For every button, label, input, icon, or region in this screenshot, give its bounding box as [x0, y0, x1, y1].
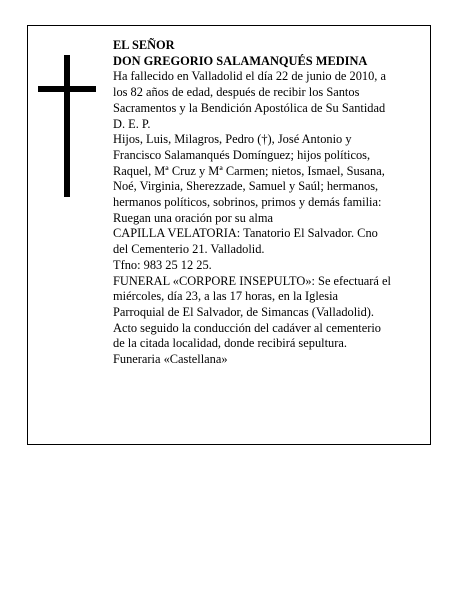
deceased-name: DON GREGORIO SALAMANQUÉS MEDINA	[113, 53, 368, 68]
death-announcement-line-2: los 82 años de edad, después de recibir los Santos	[113, 85, 360, 100]
family-line-4: Noé, Virginia, Sherezzade, Samuel y Saúl; hermanos,	[113, 179, 379, 194]
family-line-2: Francisco Salamanqués Domínguez; hijos políticos,	[113, 147, 371, 162]
funeral-line-3: Parroquial de El Salvador, de Simancas (Valladolid).	[113, 304, 375, 319]
phone-line: Tfno: 983 25 12 25.	[113, 257, 212, 272]
funeral-line-4: Acto seguido la conducción del cadáver al cementerio	[113, 320, 382, 335]
chapel-line-2: del Cementerio 21. Valladolid.	[113, 242, 265, 257]
cross-vertical-bar	[64, 55, 70, 197]
funeral-home-line: Funeraria «Castellana»	[113, 352, 228, 367]
cross-icon	[38, 55, 96, 197]
obituary-text	[113, 38, 425, 368]
funeral-line-2: miércoles, día 23, a las 17 horas, en la Iglesia	[113, 289, 339, 304]
funeral-line-5: de la citada localidad, donde recibirá sepultura.	[113, 336, 347, 351]
chapel-line-1: CAPILLA VELATORIA: Tanatorio El Salvador. Cno	[113, 226, 378, 241]
funeral-line-1: FUNERAL «CORPORE INSEPULTO»: Se efectuará el	[113, 273, 391, 288]
death-announcement-line-1: Ha fallecido en Valladolid el día 22 de junio de 2010, a	[113, 69, 386, 84]
prayer-request-line: Ruegan una oración por su alma	[113, 210, 273, 225]
family-line-3: Raquel, Mª Cruz y Mª Carmen; nietos, Ismael, Susana,	[113, 163, 385, 178]
notice-title: EL SEÑOR	[113, 38, 175, 52]
family-line-5: hermanos políticos, sobrinos, primos y demás familia:	[113, 195, 382, 210]
cross-horizontal-bar	[38, 86, 96, 92]
rip-line: D. E. P.	[113, 116, 151, 131]
death-announcement-line-3: Sacramentos y la Bendición Apostólica de Su Santidad	[113, 100, 386, 115]
family-line-1: Hijos, Luis, Milagros, Pedro (†), José Antonio y	[113, 132, 352, 147]
